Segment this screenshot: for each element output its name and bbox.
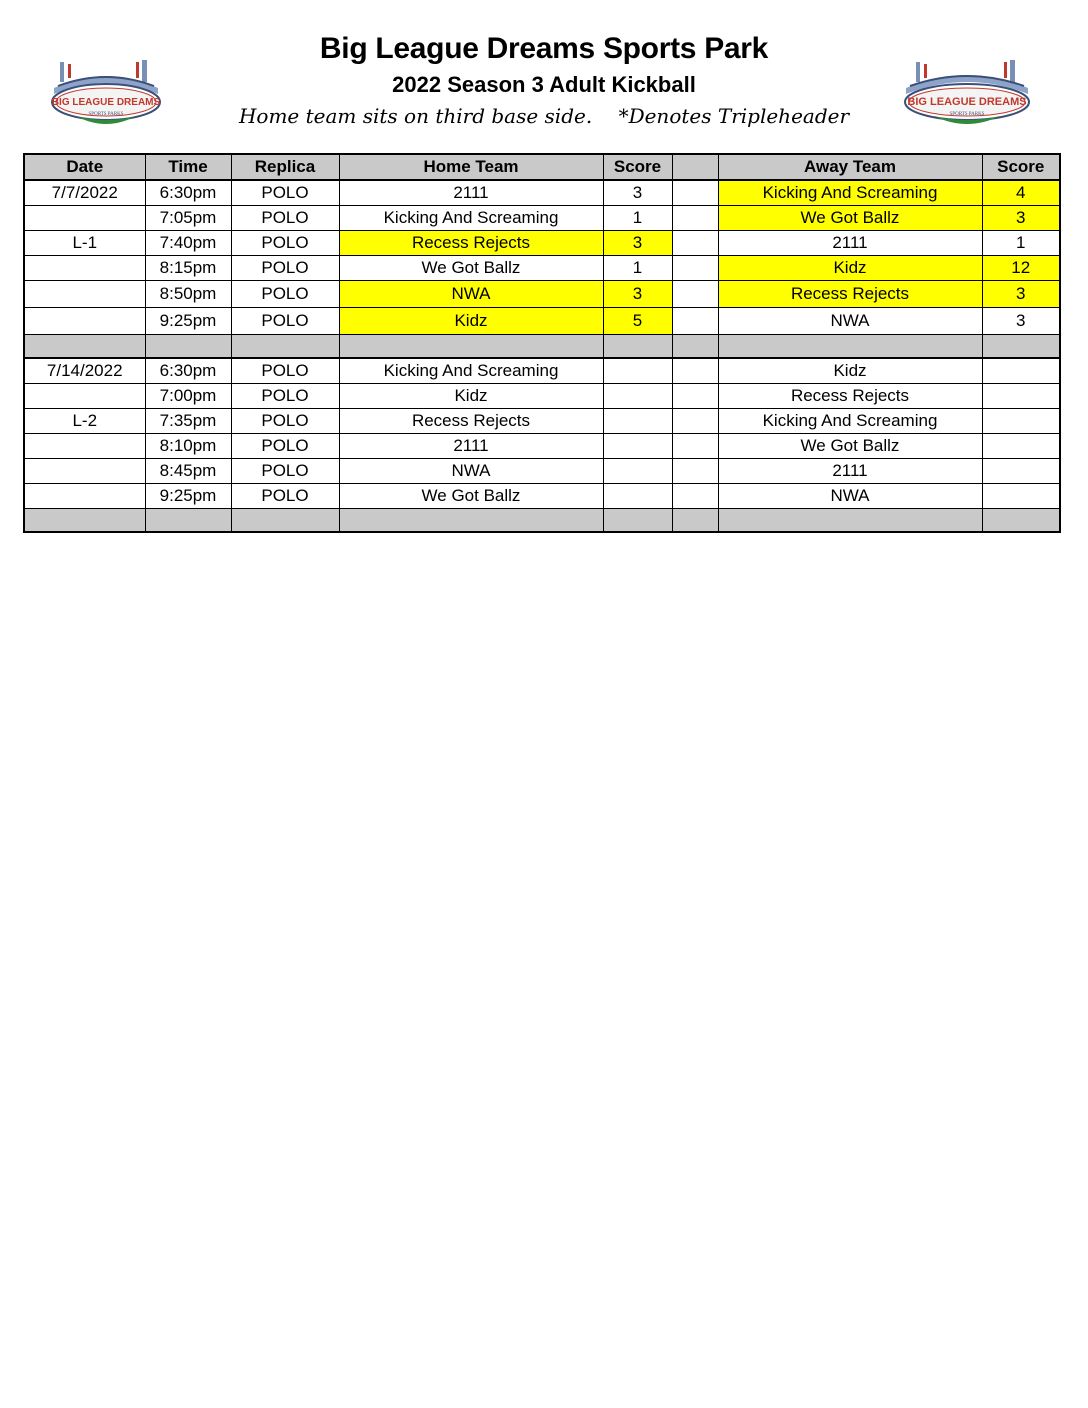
table-row xyxy=(24,384,1060,409)
home-team-cell: Recess Rejects xyxy=(339,409,603,434)
date-cell xyxy=(24,434,145,459)
away-score-cell: 3 xyxy=(982,308,1060,335)
home-score-cell xyxy=(603,384,672,409)
col-date: Date xyxy=(24,154,145,180)
tripleheader-note: *Denotes Tripleheader xyxy=(618,104,850,128)
replica-cell: POLO xyxy=(231,308,339,335)
col-time: Time xyxy=(145,154,231,180)
time-cell: 8:15pm xyxy=(145,256,231,281)
replica-cell: POLO xyxy=(231,231,339,256)
separator-cell xyxy=(718,509,982,533)
away-score-cell xyxy=(982,434,1060,459)
home-team-cell: Kidz xyxy=(339,308,603,335)
table-row xyxy=(24,206,1060,231)
separator-cell xyxy=(145,335,231,359)
away-team-cell: Kidz xyxy=(718,256,982,281)
spacer-cell xyxy=(672,384,718,409)
away-team-cell: 2111 xyxy=(718,231,982,256)
spacer-cell xyxy=(672,206,718,231)
time-cell: 7:05pm xyxy=(145,206,231,231)
away-team-cell: Recess Rejects xyxy=(718,384,982,409)
away-score-cell xyxy=(982,409,1060,434)
home-score-cell: 3 xyxy=(603,231,672,256)
col-away-score: Score xyxy=(982,154,1060,180)
home-score-cell: 5 xyxy=(603,308,672,335)
separator-cell xyxy=(24,335,145,359)
separator-cell xyxy=(982,335,1060,359)
spacer-cell xyxy=(672,256,718,281)
svg-text:BIG LEAGUE DREAMS: BIG LEAGUE DREAMS xyxy=(51,97,161,108)
home-score-cell: 1 xyxy=(603,256,672,281)
home-score-cell xyxy=(603,358,672,384)
home-team-cell: Kidz xyxy=(339,384,603,409)
separator-cell xyxy=(982,509,1060,533)
table-row xyxy=(24,308,1060,335)
time-cell: 8:50pm xyxy=(145,281,231,308)
away-team-cell: We Got Ballz xyxy=(718,206,982,231)
separator-cell xyxy=(603,335,672,359)
home-team-cell: We Got Ballz xyxy=(339,484,603,509)
svg-text:BIG LEAGUE DREAMS: BIG LEAGUE DREAMS xyxy=(907,96,1027,108)
spacer-cell xyxy=(672,180,718,206)
away-team-cell: Kidz xyxy=(718,358,982,384)
time-cell: 6:30pm xyxy=(145,180,231,206)
away-team-cell: Kicking And Screaming xyxy=(718,180,982,206)
home-team-cell: Kicking And Screaming xyxy=(339,358,603,384)
home-team-cell: We Got Ballz xyxy=(339,256,603,281)
separator-cell xyxy=(145,509,231,533)
home-team-cell: Kicking And Screaming xyxy=(339,206,603,231)
replica-cell: POLO xyxy=(231,206,339,231)
col-replica: Replica xyxy=(231,154,339,180)
spacer-cell xyxy=(672,484,718,509)
replica-cell: POLO xyxy=(231,358,339,384)
date-cell xyxy=(24,459,145,484)
away-team-cell: NWA xyxy=(718,484,982,509)
svg-text:SPORTS PARKS: SPORTS PARKS xyxy=(949,112,985,117)
separator-cell xyxy=(603,509,672,533)
table-row xyxy=(24,358,1060,384)
away-score-cell: 3 xyxy=(982,206,1060,231)
time-cell: 7:35pm xyxy=(145,409,231,434)
date-cell xyxy=(24,384,145,409)
page-subtitle: 2022 Season 3 Adult Kickball xyxy=(392,72,696,97)
time-cell: 9:25pm xyxy=(145,484,231,509)
home-score-cell xyxy=(603,459,672,484)
date-cell xyxy=(24,206,145,231)
table-row xyxy=(24,180,1060,206)
replica-cell: POLO xyxy=(231,180,339,206)
separator-cell xyxy=(672,509,718,533)
date-cell xyxy=(24,256,145,281)
separator-cell xyxy=(231,335,339,359)
table-row xyxy=(24,409,1060,434)
replica-cell: POLO xyxy=(231,384,339,409)
home-team-cell: 2111 xyxy=(339,180,603,206)
home-score-cell: 1 xyxy=(603,206,672,231)
page-title: Big League Dreams Sports Park xyxy=(319,32,769,65)
home-score-cell: 3 xyxy=(603,281,672,308)
separator-cell xyxy=(672,335,718,359)
home-score-cell xyxy=(603,434,672,459)
spacer-cell xyxy=(672,231,718,256)
header-row xyxy=(24,154,1060,180)
replica-cell: POLO xyxy=(231,409,339,434)
away-score-cell xyxy=(982,358,1060,384)
separator-row xyxy=(24,335,1060,359)
away-score-cell: 3 xyxy=(982,281,1060,308)
replica-cell: POLO xyxy=(231,256,339,281)
big-league-dreams-logo-right xyxy=(898,58,1036,130)
table-row xyxy=(24,434,1060,459)
replica-cell: POLO xyxy=(231,434,339,459)
date-cell xyxy=(24,484,145,509)
svg-text:SPORTS PARKS: SPORTS PARKS xyxy=(88,112,124,117)
away-team-cell: Recess Rejects xyxy=(718,281,982,308)
replica-cell: POLO xyxy=(231,484,339,509)
separator-cell xyxy=(231,509,339,533)
away-team-cell: NWA xyxy=(718,308,982,335)
spacer-cell xyxy=(672,409,718,434)
date-cell: 7/14/2022 xyxy=(24,358,145,384)
date-cell: L-2 xyxy=(24,409,145,434)
time-cell: 7:00pm xyxy=(145,384,231,409)
away-score-cell xyxy=(982,459,1060,484)
away-score-cell xyxy=(982,384,1060,409)
home-team-cell: NWA xyxy=(339,459,603,484)
replica-cell: POLO xyxy=(231,459,339,484)
home-score-cell: 3 xyxy=(603,180,672,206)
schedule-body xyxy=(24,180,1060,532)
away-score-cell xyxy=(982,484,1060,509)
table-row xyxy=(24,459,1060,484)
separator-cell xyxy=(339,509,603,533)
home-team-cell: Recess Rejects xyxy=(339,231,603,256)
time-cell: 7:40pm xyxy=(145,231,231,256)
away-team-cell: 2111 xyxy=(718,459,982,484)
table-row xyxy=(24,256,1060,281)
table-row xyxy=(24,281,1060,308)
date-cell xyxy=(24,281,145,308)
away-score-cell: 4 xyxy=(982,180,1060,206)
col-home-team: Home Team xyxy=(339,154,603,180)
separator-cell xyxy=(718,335,982,359)
time-cell: 8:45pm xyxy=(145,459,231,484)
page-header xyxy=(0,0,1088,140)
separator-cell xyxy=(339,335,603,359)
away-score-cell: 12 xyxy=(982,256,1060,281)
away-team-cell: Kicking And Screaming xyxy=(718,409,982,434)
time-cell: 9:25pm xyxy=(145,308,231,335)
time-cell: 8:10pm xyxy=(145,434,231,459)
table-row xyxy=(24,484,1060,509)
separator-row xyxy=(24,509,1060,533)
away-score-cell: 1 xyxy=(982,231,1060,256)
col-spacer xyxy=(672,154,718,180)
home-score-cell xyxy=(603,409,672,434)
spacer-cell xyxy=(672,358,718,384)
table-row xyxy=(24,231,1060,256)
spacer-cell xyxy=(672,281,718,308)
home-score-cell xyxy=(603,484,672,509)
date-cell: 7/7/2022 xyxy=(24,180,145,206)
home-team-note: Home team sits on third base side. xyxy=(238,104,593,128)
date-cell xyxy=(24,308,145,335)
time-cell: 6:30pm xyxy=(145,358,231,384)
away-team-cell: We Got Ballz xyxy=(718,434,982,459)
replica-cell: POLO xyxy=(231,281,339,308)
spacer-cell xyxy=(672,459,718,484)
schedule-table xyxy=(23,153,1061,533)
col-home-score: Score xyxy=(603,154,672,180)
date-cell: L-1 xyxy=(24,231,145,256)
spacer-cell xyxy=(672,434,718,459)
home-team-cell: NWA xyxy=(339,281,603,308)
separator-cell xyxy=(24,509,145,533)
home-team-cell: 2111 xyxy=(339,434,603,459)
col-away-team: Away Team xyxy=(718,154,982,180)
spacer-cell xyxy=(672,308,718,335)
